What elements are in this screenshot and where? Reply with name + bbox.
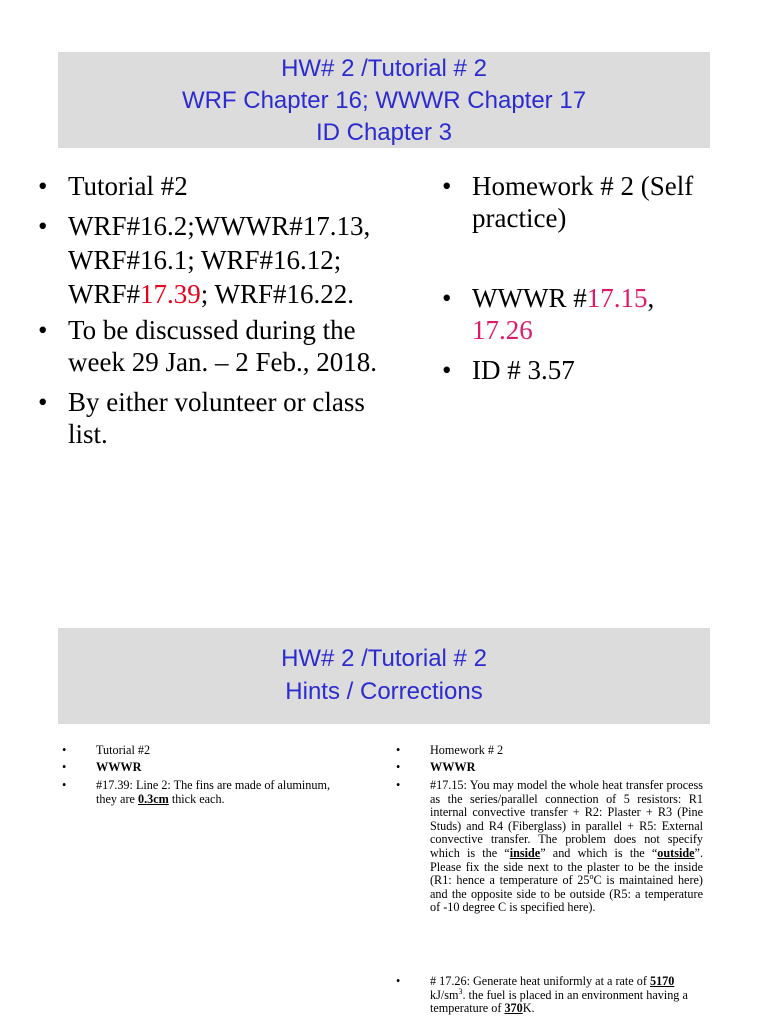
- highlight-red-17-39: 17.39: [140, 279, 201, 309]
- hint-17-26-text: # 17.26: Generate heat uniformly at a rate of 5170 $kJ/sm^3$. the fuel is placed in an environment having a temperature of 370K.: [430, 974, 688, 1016]
- outside-emphasis: outside: [657, 845, 695, 860]
- slide1-left-list: [38, 170, 418, 460]
- bullet: •: [62, 743, 67, 757]
- slide1-title-box: [58, 52, 710, 148]
- slide1-right-list: [442, 170, 742, 390]
- inside-emphasis: inside: [509, 845, 541, 860]
- heat-rate: 5170: [649, 974, 675, 988]
- bullet: •: [396, 760, 401, 774]
- bullet: •: [396, 974, 401, 988]
- slide2-title-line1: HW# 2 /Tutorial # 2: [281, 645, 487, 672]
- bullet: •: [62, 778, 67, 792]
- discuss-line1: To be discussed during the: [68, 315, 356, 345]
- fin-hint-text: #17.39: Line 2: The fins are made of aluminum, they are 0.3cm thick each.: [96, 778, 330, 806]
- discuss-line2: week 29 Jan. – 2 Feb., 2018.: [68, 347, 377, 377]
- bullet: •: [396, 743, 401, 757]
- bullet: •: [38, 387, 48, 417]
- bullet: •: [442, 171, 452, 201]
- bullet: •: [38, 315, 48, 345]
- id-text: ID # 3.57: [472, 355, 575, 385]
- problems-line2: WRF#16.1; WRF#16.12;: [68, 245, 342, 275]
- slide1-title-line1: HW# 2 /Tutorial # 2: [281, 55, 487, 82]
- hint-17-15-text: #17.15: You may model the whole heat transfer process as the series/parallel connection of 5 resistors: R1 internal convective transfer + R2: Plaster + R3 (Pine Studs) and R4 (Fiberglass) in parallel + R5: External convective transfer. The problem does not specify which is the “inside” and which is the “outside”. Please fix the side next to the plaster to be the inside (R1: hence a temperature of 25$^o$C is maintained here) and the opposite side to be outside (R5: a temperature of -10 degree C is specified here).: [430, 778, 704, 915]
- bullet: •: [62, 760, 67, 774]
- slide2-title-box: [58, 628, 710, 724]
- homework-line1: Homework # 2 (Self: [472, 171, 694, 201]
- tutorial-text: Tutorial #2: [68, 171, 188, 201]
- wwwr-heading: WWWR: [430, 760, 476, 774]
- slide2-right-list: [396, 744, 716, 1024]
- slide2-left-list: [62, 744, 362, 824]
- slide1-title-line2: WRF Chapter 16; WWWR Chapter 17: [181, 87, 587, 114]
- bullet: •: [396, 778, 401, 792]
- slide2-title-line2: Hints / Corrections: [285, 678, 483, 705]
- problems-line3: WRF#17.39; WRF#16.22.: [68, 279, 355, 309]
- environment-temperature: 370: [504, 1001, 523, 1016]
- problems-line1: WRF#16.2;WWWR#17.13,: [68, 211, 371, 241]
- homework-text: Homework # 2: [430, 743, 504, 757]
- bullet: •: [442, 283, 452, 313]
- fin-thickness: 0.3cm: [137, 791, 169, 806]
- highlight-pink-17-26: 17.26: [472, 315, 533, 345]
- bullet: •: [38, 211, 48, 241]
- bullet: •: [38, 171, 48, 201]
- wwwr-line1: WWWR #17.15,: [472, 283, 655, 313]
- homework-line2: practice): [472, 203, 567, 233]
- volunteer-line1: By either volunteer or class: [68, 387, 365, 417]
- slide1-title-line3: ID Chapter 3: [315, 119, 453, 146]
- tutorial-text: Tutorial #2: [96, 743, 151, 757]
- volunteer-line2: list.: [68, 419, 108, 449]
- bullet: •: [442, 355, 452, 385]
- wwwr-heading: WWWR: [96, 760, 142, 774]
- highlight-pink-17-15: 17.15: [586, 283, 648, 313]
